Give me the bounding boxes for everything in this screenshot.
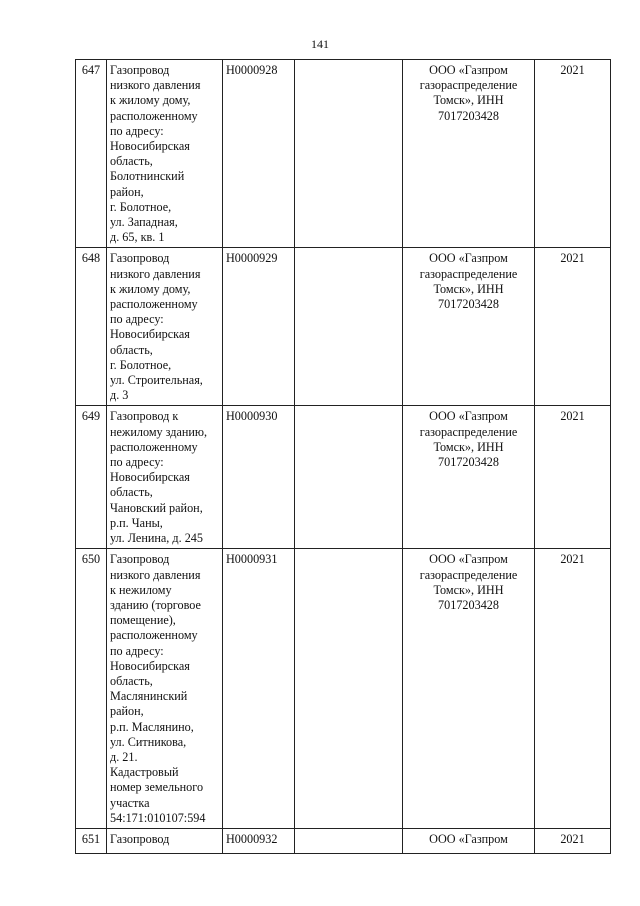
registry-table (75, 59, 611, 854)
row-number: 648 (76, 248, 107, 406)
year: 2021 (535, 60, 611, 248)
inventory-number: Н0000929 (223, 248, 295, 406)
owner: ООО «Газпром (403, 828, 535, 853)
inventory-number: Н0000928 (223, 60, 295, 248)
object-name: Газопровод низкого давления к жилому дому, расположенному по адресу: Новосибирская область, Болотнинский район, г. Болотное, ул. Западная, д. 65, кв. 1 (107, 60, 223, 248)
row-number: 647 (76, 60, 107, 248)
year: 2021 (535, 828, 611, 853)
year: 2021 (535, 406, 611, 549)
empty-cell (295, 549, 403, 829)
empty-cell (295, 828, 403, 853)
page-number: 141 (311, 37, 329, 51)
row-number: 651 (76, 828, 107, 853)
table-row (76, 828, 611, 853)
inventory-number: Н0000931 (223, 549, 295, 829)
row-number: 650 (76, 549, 107, 829)
owner: ООО «Газпром газораспределение Томск», ИНН 7017203428 (403, 60, 535, 248)
empty-cell (295, 248, 403, 406)
object-name: Газопровод (107, 828, 223, 853)
empty-cell (295, 406, 403, 549)
object-name: Газопровод к нежилому зданию, расположенному по адресу: Новосибирская область, Чановский район, р.п. Чаны, ул. Ленина, д. 245 (107, 406, 223, 549)
owner: ООО «Газпром газораспределение Томск», ИНН 7017203428 (403, 248, 535, 406)
empty-cell (295, 60, 403, 248)
inventory-number: Н0000932 (223, 828, 295, 853)
year: 2021 (535, 248, 611, 406)
owner: ООО «Газпром газораспределение Томск», ИНН 7017203428 (403, 406, 535, 549)
object-name: Газопровод низкого давления к жилому дому, расположенному по адресу: Новосибирская область, г. Болотное, ул. Строительная, д. 3 (107, 248, 223, 406)
object-name: Газопровод низкого давления к нежилому зданию (торговое помещение), расположенному по адресу: Новосибирская область, Маслянинский район, р.п. Маслянино, ул. Ситникова, д. 21. Кадастровый номер земельного участка 54:171:010107:594 (107, 549, 223, 829)
row-number: 649 (76, 406, 107, 549)
table-row (76, 549, 611, 829)
table-row (76, 248, 611, 406)
table-row (76, 406, 611, 549)
inventory-number: Н0000930 (223, 406, 295, 549)
table-row (76, 60, 611, 248)
owner: ООО «Газпром газораспределение Томск», ИНН 7017203428 (403, 549, 535, 829)
year: 2021 (535, 549, 611, 829)
